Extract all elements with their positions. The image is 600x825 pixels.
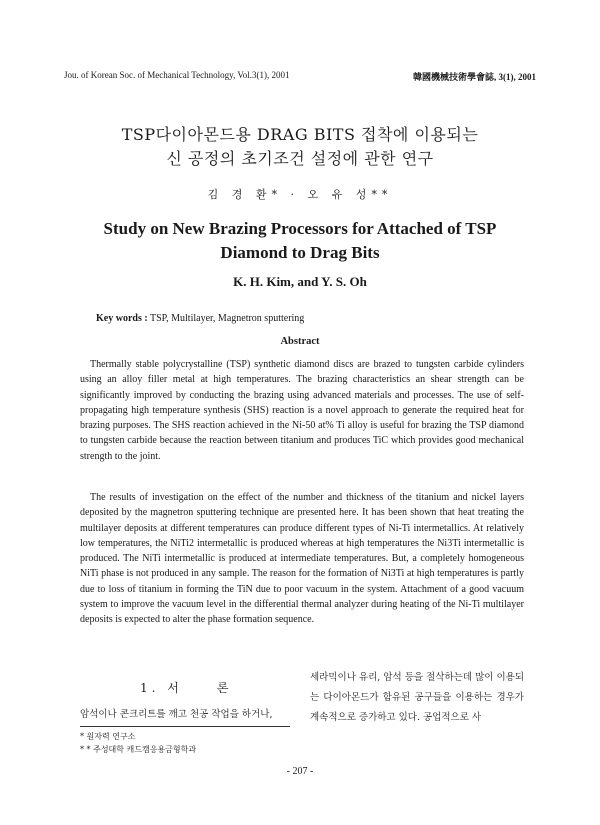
keywords — [96, 313, 304, 324]
title-korean-line1: TSP다이아몬드용 DRAG BITS 접착에 이용되는 — [121, 125, 479, 144]
section-title-a: 서 — [167, 681, 183, 695]
abstract-title: Abstract — [280, 336, 320, 347]
title-korean-line2: 신 공정의 초기조건 설정에 관한 연구 — [166, 149, 434, 168]
authors-korean: 김 경 환* · 오 유 성** — [207, 188, 393, 201]
intro-right-column: 세라믹이나 유리, 암석 등을 절삭하는데 많이 이용되는 다이아몬드가 함유된 공구들을 이용하는 경우가 계속적으로 증가하고 있다. 공업적으로 사 — [310, 672, 524, 723]
section-title-b: 론 — [216, 681, 233, 695]
title-english-line2: Diamond to Drag Bits — [220, 243, 380, 262]
footnote-1: * 원자력 연구소 — [80, 732, 136, 741]
intro-left-column: 암석이나 콘크리트를 깨고 천공 작업을 하거나, — [80, 709, 273, 720]
section-number: 1. — [140, 681, 160, 695]
journal-header-kr: 韓國機械技術學會誌, 3(1), 2001 — [413, 72, 536, 82]
authors-english: K. H. Kim, and Y. S. Oh — [233, 274, 367, 289]
abstract-paragraph-1: Thermally stable polycrystalline (TSP) synthetic diamond discs are brazed to tungsten carbide cylinders using an alloy filler metal at high temperatures. The brazing characteristics an shear strength can be significantly improved by conducting the brazing using advanced materials and processes. The use of self-propagating high temperature synthesis (SHS) reaction is a novel approach to generate the required heat for brazing purposes. The SHS reaction achieved in the Ni-50 at% Ti alloy is useful for brazing the TSP diamond to tungsten carbide because the reaction between titanium and produces TiC which provides good mechanical strength to the joint. — [80, 359, 524, 462]
section-heading — [140, 679, 232, 696]
keywords-text: TSP, Multilayer, Magnetron sputtering — [150, 313, 305, 324]
journal-header-en: Jou. of Korean Soc. of Mechanical Technology, Vol.3(1), 2001 — [64, 70, 290, 80]
keywords-label: Key words : — [96, 313, 148, 324]
abstract-paragraph-2: The results of investigation on the effect of the number and thickness of the titanium and nickel layers deposited by the magnetron sputtering technique are presented here. It has been shown that heat treating the multilayer deposits at different temperatures can produce different types of Ni-Ti intermetallics. At relatively low temperatures, the NiTi2 intermetallic is produced whereas at high temperatures the Ni3Ti intermetallic is produced. The NiTi intermetallic is produced at intermediate temperatures. But, a completely homogeneous NiTi phase is not produced in any sample. The reason for the formation of Ni3Ti at high temperatures is partly due to loss of titanium in forming the TiN due to poor vacuum in the system. Attachment of a good vacuum system to improve the vacuum level in the differential thermal analyzer during heating of the Ni-Ti multilayer deposits is expected to alter the phase formation sequence. — [80, 492, 524, 626]
title-english-line1: Study on New Brazing Processors for Attached of TSP — [103, 219, 497, 238]
footnote-2: * * 주성대학 캐드캠응용금형학과 — [80, 745, 197, 754]
footnote-divider — [80, 726, 290, 727]
page-number: - 207 - — [286, 766, 314, 777]
